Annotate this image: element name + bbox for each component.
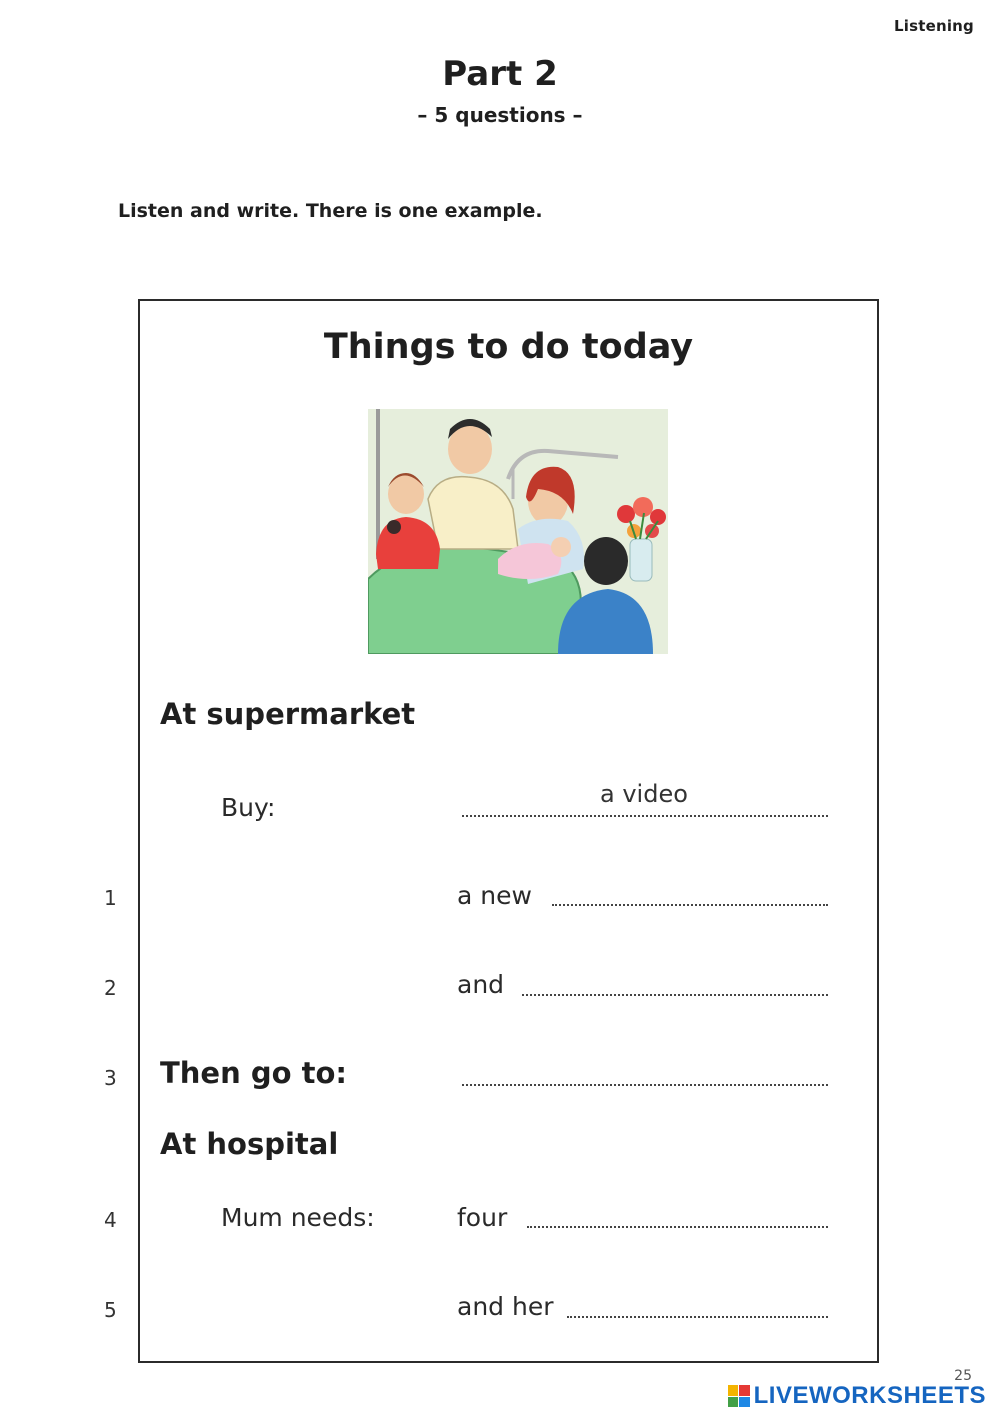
question-prefix-1: a new xyxy=(457,881,532,910)
question-number-2: 2 xyxy=(104,976,117,1000)
example-answer: a video xyxy=(600,780,688,808)
heading-then-go: Then go to: xyxy=(160,1056,347,1090)
liveworksheets-logo[interactable] xyxy=(728,1382,986,1410)
part-subtitle: – 5 questions – xyxy=(417,103,583,127)
question-number-4: 4 xyxy=(104,1208,117,1232)
question-number-3: 3 xyxy=(104,1066,117,1090)
example-label: Buy: xyxy=(221,793,276,822)
heading-hospital: At hospital xyxy=(160,1127,339,1161)
box-title: Things to do today xyxy=(323,327,694,367)
question-label-4: Mum needs: xyxy=(221,1203,375,1232)
question-number-5: 5 xyxy=(104,1298,117,1322)
answer-field-2[interactable] xyxy=(522,994,828,996)
answer-field-5[interactable] xyxy=(567,1316,828,1318)
liveworksheets-brand: LIVEWORKSHEETS xyxy=(753,1382,986,1409)
example-answer-line xyxy=(462,815,828,817)
part-title: Part 2 xyxy=(442,54,558,94)
answer-field-3[interactable] xyxy=(462,1084,828,1086)
answer-field-4[interactable] xyxy=(527,1226,828,1228)
liveworksheets-logo-icon xyxy=(728,1385,750,1407)
question-number-1: 1 xyxy=(104,886,117,910)
heading-supermarket: At supermarket xyxy=(160,697,416,731)
instruction: Listen and write. There is one example. xyxy=(118,200,543,222)
question-prefix-2: and xyxy=(457,970,505,999)
hospital-family-illustration xyxy=(368,409,668,654)
answer-field-1[interactable] xyxy=(552,904,828,906)
question-prefix-4: four xyxy=(457,1203,508,1232)
section-label: Listening xyxy=(893,17,974,35)
question-prefix-5: and her xyxy=(457,1292,554,1321)
page-number: 25 xyxy=(954,1368,972,1384)
